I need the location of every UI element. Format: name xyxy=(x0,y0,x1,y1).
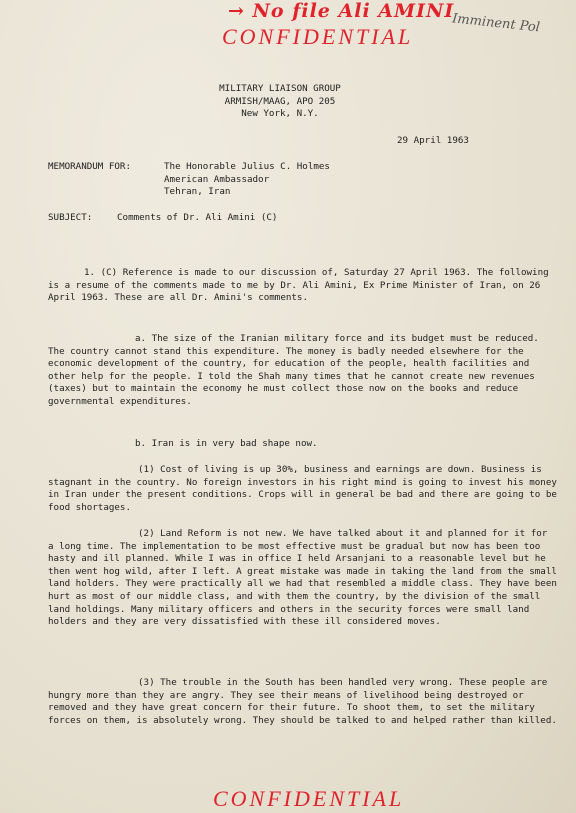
pencil-note: Imminent Pol xyxy=(451,11,541,36)
confidential-stamp-bottom: CONFIDENTIAL xyxy=(213,786,405,811)
paragraph-b1-text: (1) Cost of living is up 30%, business and earnings are down. Business is stagnant in the country. No foreign investors in his right mind is going to invest his money in Iran under the present conditions. Crops will in general be bad and there are going to be food shortages. xyxy=(48,464,557,513)
paragraph-b1 xyxy=(48,464,558,514)
memo-date: 29 April 1963 xyxy=(397,135,469,146)
letterhead-address: ARMISH/MAAG, APO 205 xyxy=(224,95,336,107)
paragraph-a xyxy=(48,333,558,409)
subject-text: Comments of Dr. Ali Amini (C) xyxy=(117,212,278,223)
paragraph-b xyxy=(48,438,558,451)
paragraph-a-text: a. The size of the Iranian military force and its budget must be reduced. The country cannot stand this expenditure. The money is badly needed elsewhere for the economic development of the country, for education of the people, health facilities and other help for the people. I told the Shah many times that he cannot create new revenues (taxes) but to maintain the economy he must collect those now on the books and reduce governmental expenditures. xyxy=(48,333,539,407)
letterhead xyxy=(180,83,380,121)
subject-label: SUBJECT: xyxy=(48,212,93,223)
recipient-title: American Ambassador xyxy=(164,173,270,185)
recipient-block xyxy=(164,161,330,199)
recipient-location: Tehran, Iran xyxy=(164,186,231,198)
recipient-name: The Honorable Julius C. Holmes xyxy=(164,161,330,172)
paragraph-b3 xyxy=(48,677,558,727)
paragraph-b-text: b. Iran is in very bad shape now. xyxy=(135,438,318,449)
letterhead-city: New York, N.Y. xyxy=(241,108,319,120)
confidential-stamp-top: CONFIDENTIAL xyxy=(222,24,414,49)
memo-for-label: MEMORANDUM FOR: xyxy=(48,161,131,172)
paragraph-b3-text: (3) The trouble in the South has been handled very wrong. These people are hungry more than they are angry. They see their means of livelihood being destroyed or removed and they have great concern for their future. To shoot them, to set the military forces on them, is absolutely wrong. They should be talked to and helped rather than killed. xyxy=(48,677,557,726)
paragraph-1 xyxy=(48,267,558,305)
paragraph-b2 xyxy=(48,528,558,629)
paragraph-1-text: 1. (C) Reference is made to our discussion of, Saturday 27 April 1963. The following is a resume of the comments made to me by Dr. Ali Amini, Ex Prime Minister of Iran, on 26 April 1963. These are all Dr. Amini's comments. xyxy=(48,267,549,304)
paragraph-b2-text: (2) Land Reform is not new. We have talked about it and planned for it for a long time. The implementation to be most effective must be gradual but now has been too hasty and ill planned. While I was in office I held Arsanjani to a reasonable level but he then went hog wild, after I left. A great mistake was made in taking the land from the small land holders. They were practically all we had that resembled a middle class. They have been hurt as most of our middle class, and with them the country, by the division of the small land holdings. Many military officers and others in the security forces were small land holders and they are very dissatisfied with these ill considered moves. xyxy=(48,528,557,628)
letterhead-org: MILITARY LIAISON GROUP xyxy=(219,83,341,94)
handwritten-file-note: → No file Ali AMINI xyxy=(228,0,455,22)
